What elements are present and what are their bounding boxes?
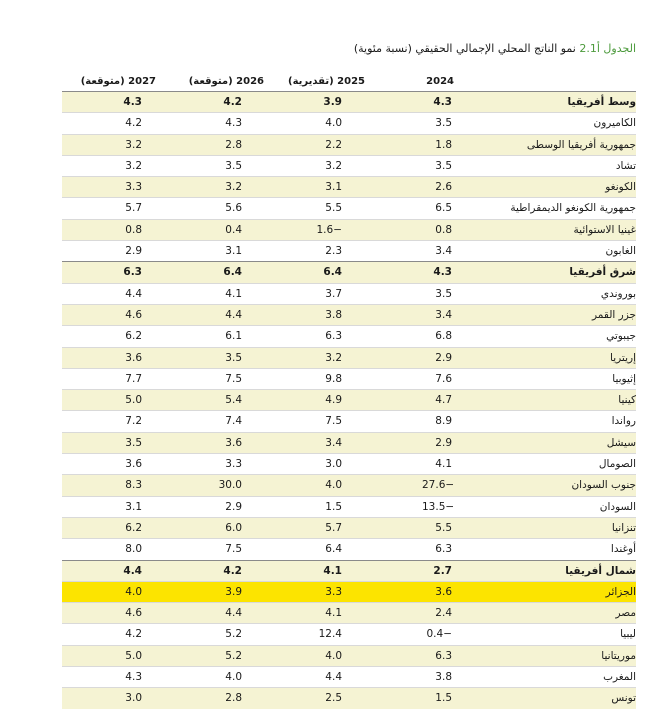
value-2027: 5.0 xyxy=(125,649,142,662)
value-2027: 7.7 xyxy=(125,372,142,385)
country-name: موريتانيا xyxy=(601,649,636,662)
value-2024: 4.3 xyxy=(433,266,452,279)
table-row xyxy=(62,645,636,666)
value-2025: 4.0 xyxy=(325,117,342,130)
country-name: جمهورية أفريقيا الوسطى xyxy=(526,138,636,151)
country-name: الجزائر xyxy=(605,585,636,598)
value-2027: 4.4 xyxy=(125,287,142,300)
table-row xyxy=(62,602,636,623)
value-2026: 2.8 xyxy=(225,138,242,151)
value-2027: 3.5 xyxy=(125,436,142,449)
table-row xyxy=(62,112,636,133)
value-2026: 7.5 xyxy=(225,543,242,556)
value-2027: 5.0 xyxy=(125,394,142,407)
value-2024: 2.7 xyxy=(433,564,452,577)
value-2027: 4.6 xyxy=(125,607,142,620)
value-2025: 3.4 xyxy=(325,436,342,449)
value-2026: 0.4 xyxy=(225,223,242,236)
value-2025: 4.4 xyxy=(325,671,342,684)
country-name: ليبيا xyxy=(620,628,636,641)
table-row xyxy=(62,304,636,325)
value-2027: 3.2 xyxy=(125,159,142,172)
value-2027: 3.2 xyxy=(125,138,142,151)
value-2025: 6.4 xyxy=(323,266,342,279)
value-2025: 1.5 xyxy=(325,500,342,513)
value-2026: 7.5 xyxy=(225,372,242,385)
value-2027: 8.0 xyxy=(125,543,142,556)
table-row xyxy=(62,347,636,368)
country-name: الكونغو xyxy=(605,181,636,194)
value-2026: 2.8 xyxy=(225,692,242,705)
country-name: وسط أفريقيا xyxy=(567,96,636,108)
value-2027: 4.2 xyxy=(125,628,142,641)
value-2027: 3.3 xyxy=(125,181,142,194)
region-row xyxy=(62,91,636,112)
value-2024: 3.4 xyxy=(435,245,452,258)
country-name: بوروندي xyxy=(600,287,636,300)
value-2026: 5.4 xyxy=(225,394,242,407)
value-2026: 5.2 xyxy=(225,649,242,662)
value-2026: 4.1 xyxy=(225,287,242,300)
value-2024: 3.5 xyxy=(435,287,452,300)
country-name: تشاد xyxy=(615,159,636,172)
value-2026: 4.2 xyxy=(223,564,242,577)
value-2026: 3.1 xyxy=(225,245,242,258)
country-name: شرق أفريقيا xyxy=(569,266,636,279)
value-2026: 4.0 xyxy=(225,671,242,684)
value-2025: 4.0 xyxy=(325,479,342,492)
country-name: جيبوتي xyxy=(606,330,636,343)
value-2024: 2.4 xyxy=(435,607,452,620)
value-2024: 3.8 xyxy=(435,671,452,684)
table-row xyxy=(62,283,636,304)
value-2024: 4.1 xyxy=(435,458,452,471)
country-name: غينيا الاستوائية xyxy=(573,223,636,236)
header-2024: 2024 xyxy=(426,76,454,87)
table-row xyxy=(62,453,636,474)
value-2026: 4.4 xyxy=(225,607,242,620)
value-2027: 4.3 xyxy=(125,671,142,684)
value-2024: 3.5 xyxy=(435,159,452,172)
value-2024: 2.6 xyxy=(435,181,452,194)
value-2024: 0.4− xyxy=(426,628,452,641)
value-2027: 5.7 xyxy=(125,202,142,215)
table-row xyxy=(62,219,636,240)
value-2026: 5.2 xyxy=(225,628,242,641)
value-2027: 4.6 xyxy=(125,308,142,321)
value-2027: 4.4 xyxy=(123,564,142,577)
value-2024: 8.9 xyxy=(435,415,452,428)
value-2025: 3.3 xyxy=(325,585,342,598)
value-2026: 3.9 xyxy=(225,585,242,598)
table-row xyxy=(62,666,636,687)
region-row xyxy=(62,261,636,282)
header-2027: 2027 (متوقعة) xyxy=(80,76,156,87)
value-2025: 4.1 xyxy=(325,607,342,620)
value-2025: 4.9 xyxy=(325,394,342,407)
table-row xyxy=(62,155,636,176)
table-row xyxy=(62,389,636,410)
country-name: جنوب السودان xyxy=(571,479,636,492)
table-row xyxy=(62,368,636,389)
value-2025: 1.6− xyxy=(316,223,342,236)
value-2027: 3.6 xyxy=(125,458,142,471)
value-2025: 3.1 xyxy=(325,181,342,194)
value-2026: 3.6 xyxy=(225,436,242,449)
country-name: المغرب xyxy=(603,671,636,684)
table-caption: نمو الناتج المحلي الإجمالي الحقيقي (نسبة مئوية) xyxy=(353,42,576,55)
country-name: السودان xyxy=(599,500,636,513)
value-2024: 5.5 xyxy=(435,521,452,534)
header-2025: 2025 (تقديرية) xyxy=(288,76,365,87)
table-title xyxy=(354,42,636,55)
table-row xyxy=(62,432,636,453)
table-header-row xyxy=(62,72,636,91)
table-row xyxy=(62,325,636,346)
value-2024: 3.6 xyxy=(435,585,452,598)
table-row xyxy=(62,496,636,517)
value-2025: 2.2 xyxy=(325,138,342,151)
value-2025: 3.2 xyxy=(325,159,342,172)
value-2024: 6.5 xyxy=(435,202,452,215)
table-row xyxy=(62,538,636,559)
value-2027: 6.2 xyxy=(125,521,142,534)
value-2026: 6.4 xyxy=(223,266,242,279)
value-2024: 7.6 xyxy=(435,372,452,385)
value-2024: 3.4 xyxy=(435,308,452,321)
country-name: إثيوبيا xyxy=(612,372,636,385)
value-2026: 5.6 xyxy=(225,202,242,215)
value-2024: 1.8 xyxy=(435,138,452,151)
table-row xyxy=(62,176,636,197)
table-row xyxy=(62,687,636,708)
country-name: إريتريا xyxy=(610,351,636,364)
table-row xyxy=(62,197,636,218)
table-label: الجدول أ2.1 xyxy=(579,42,636,55)
value-2026: 4.3 xyxy=(225,117,242,130)
country-name: تنزانيا xyxy=(611,521,636,534)
value-2026: 3.2 xyxy=(225,181,242,194)
value-2025: 4.1 xyxy=(323,564,342,577)
value-2025: 2.5 xyxy=(325,692,342,705)
gdp-table xyxy=(62,72,636,709)
value-2026: 30.0 xyxy=(218,479,242,492)
region-row xyxy=(62,560,636,581)
value-2025: 3.8 xyxy=(325,308,342,321)
country-name: جزر القمر xyxy=(592,308,636,321)
country-name: تونس xyxy=(611,692,636,705)
value-2027: 3.1 xyxy=(125,500,142,513)
value-2027: 7.2 xyxy=(125,415,142,428)
country-name: الصومال xyxy=(598,458,636,471)
value-2024: 6.3 xyxy=(435,649,452,662)
value-2024: 3.5 xyxy=(435,117,452,130)
country-name: شمال أفريقيا xyxy=(565,564,636,577)
value-2025: 12.4 xyxy=(318,628,342,641)
value-2027: 6.3 xyxy=(123,266,142,279)
value-2027: 6.2 xyxy=(125,330,142,343)
value-2026: 4.4 xyxy=(225,308,242,321)
value-2025: 3.0 xyxy=(325,458,342,471)
table-row xyxy=(62,623,636,644)
value-2026: 3.3 xyxy=(225,458,242,471)
value-2026: 6.1 xyxy=(225,330,242,343)
value-2024: 4.7 xyxy=(435,394,452,407)
value-2027: 0.8 xyxy=(125,223,142,236)
country-name: سيشل xyxy=(606,436,636,449)
table-row xyxy=(62,240,636,261)
country-name: مصر xyxy=(615,607,636,620)
value-2024: 27.6− xyxy=(422,479,455,492)
country-name: أوغندا xyxy=(610,543,636,556)
value-2027: 2.9 xyxy=(125,245,142,258)
value-2026: 4.2 xyxy=(223,96,242,108)
value-2025: 6.4 xyxy=(325,543,342,556)
value-2025: 5.7 xyxy=(325,521,342,534)
value-2024: 1.5 xyxy=(435,692,452,705)
value-2025: 7.5 xyxy=(325,415,342,428)
table-row xyxy=(62,410,636,431)
value-2026: 3.5 xyxy=(225,159,242,172)
value-2024: 0.8 xyxy=(435,223,452,236)
table-row xyxy=(62,134,636,155)
value-2027: 3.0 xyxy=(125,692,142,705)
value-2027: 4.0 xyxy=(125,585,142,598)
table-row xyxy=(62,517,636,538)
table-row xyxy=(62,581,636,602)
value-2027: 3.6 xyxy=(125,351,142,364)
value-2027: 4.3 xyxy=(123,96,142,108)
country-name: الغابون xyxy=(605,245,636,258)
value-2024: 6.8 xyxy=(435,330,452,343)
value-2025: 9.8 xyxy=(325,372,342,385)
value-2025: 3.7 xyxy=(325,287,342,300)
country-name: الكاميرون xyxy=(593,117,636,130)
value-2026: 2.9 xyxy=(225,500,242,513)
header-2026: 2026 (متوقعة) xyxy=(188,76,264,87)
value-2024: 13.5− xyxy=(422,500,455,513)
value-2026: 7.4 xyxy=(225,415,242,428)
value-2025: 3.9 xyxy=(323,96,342,108)
value-2026: 6.0 xyxy=(225,521,242,534)
value-2025: 4.0 xyxy=(325,649,342,662)
table-row xyxy=(62,474,636,495)
value-2026: 3.5 xyxy=(225,351,242,364)
value-2027: 8.3 xyxy=(125,479,142,492)
country-name: رواندا xyxy=(611,415,636,428)
country-name: جمهورية الكونغو الديمقراطية xyxy=(510,202,636,215)
value-2024: 6.3 xyxy=(435,543,452,556)
value-2025: 3.2 xyxy=(325,351,342,364)
value-2024: 2.9 xyxy=(435,351,452,364)
value-2027: 4.2 xyxy=(125,117,142,130)
value-2025: 6.3 xyxy=(325,330,342,343)
value-2025: 5.5 xyxy=(325,202,342,215)
value-2025: 2.3 xyxy=(325,245,342,258)
value-2024: 4.3 xyxy=(433,96,452,108)
value-2024: 2.9 xyxy=(435,436,452,449)
country-name: كينيا xyxy=(618,394,636,407)
